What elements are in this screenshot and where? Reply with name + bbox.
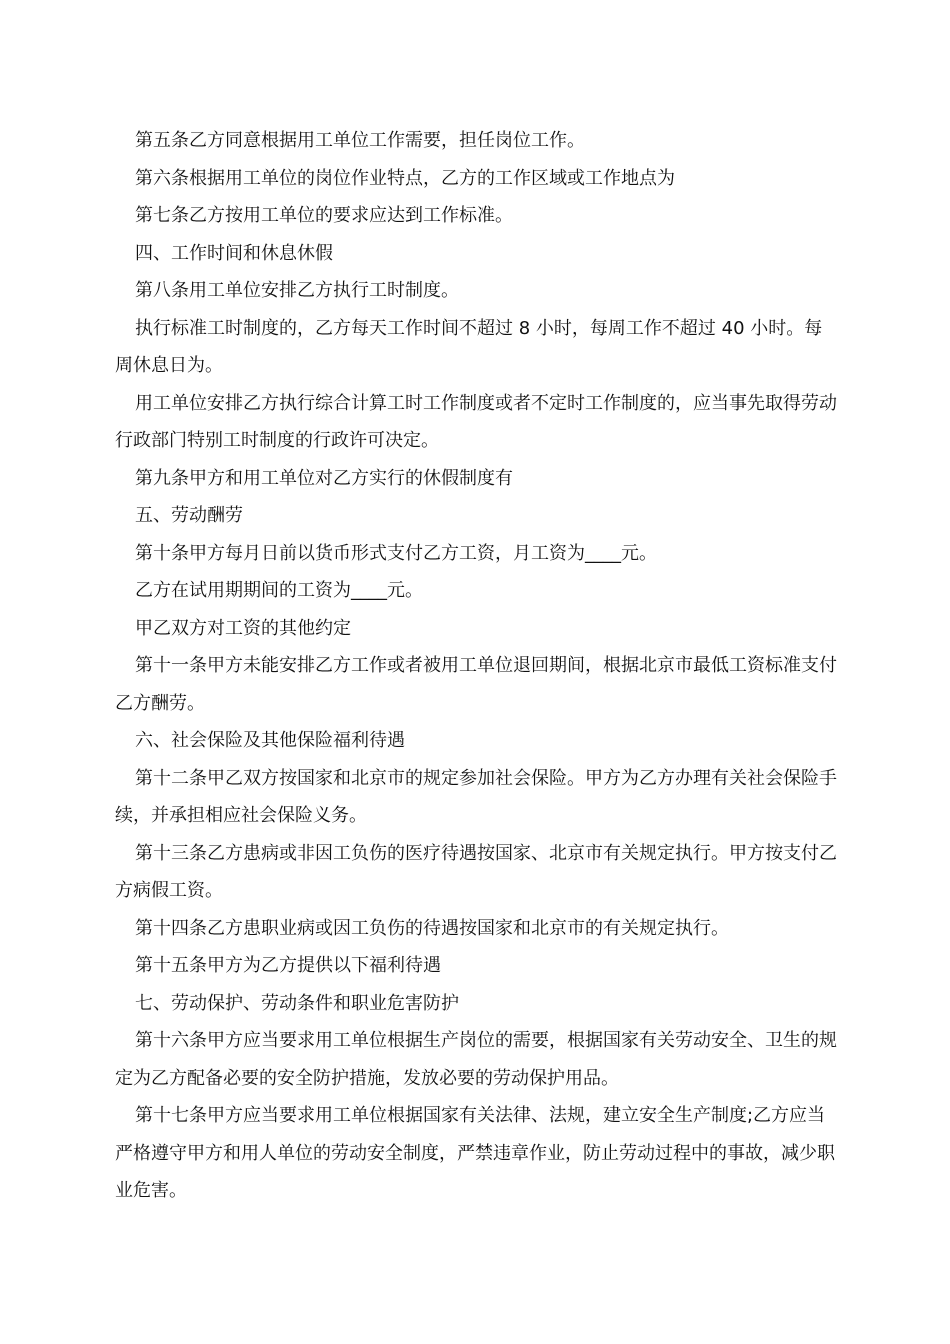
paragraph-article-17: 第十七条甲方应当要求用工单位根据国家有关法律、法规，建立安全生产制度;乙方应当严格遵守甲方和用人单位的劳动安全制度，严禁违章作业，防止劳动过程中的事故，减少职业危害。 [115,1105,835,1201]
section-heading-remuneration: 五、劳动酬劳 [135,505,243,526]
paragraph-other-wage-terms: 甲乙双方对工资的其他约定 [135,617,351,639]
paragraph-article-13: 第十三条乙方患病或非因工负伤的医疗待遇按国家、北京市有关规定执行。甲方按支付乙方病假工资。 [115,842,837,901]
paragraph-article-15: 第十五条甲方为乙方提供以下福利待遇 [135,955,441,976]
paragraph-article-7: 第七条乙方按用工单位的要求应达到工作标准。 [135,205,513,226]
paragraph-probation-wage: 乙方在试用期期间的工资为____元。 [135,580,423,601]
paragraph-article-12: 第十二条甲乙双方按国家和北京市的规定参加社会保险。甲方为乙方办理有关社会保险手续，并承担相应社会保险义务。 [115,767,837,826]
section-heading-labor-protection: 七、劳动保护、劳动条件和职业危害防护 [135,992,459,1014]
paragraph-article-16: 第十六条甲方应当要求用工单位根据生产岗位的需要，根据国家有关劳动安全、卫生的规定为乙方配备必要的安全防护措施，发放必要的劳动保护用品。 [115,1030,837,1089]
paragraph-article-6: 第六条根据用工单位的岗位作业特点，乙方的工作区域或工作地点为 [135,167,675,189]
paragraph-article-8: 第八条用工单位安排乙方执行工时制度。 [135,280,459,301]
paragraph-article-10: 第十条甲方每月日前以货币形式支付乙方工资，月工资为____元。 [135,542,657,564]
section-heading-work-hours: 四、工作时间和休息休假 [135,242,333,264]
paragraph-article-9: 第九条甲方和用工单位对乙方实行的休假制度有 [135,467,513,489]
paragraph-article-11: 第十一条甲方未能安排乙方工作或者被用工单位退回期间，根据北京市最低工资标准支付乙方酬劳。 [115,655,837,714]
paragraph-special-hours: 用工单位安排乙方执行综合计算工时工作制度或者不定时工作制度的，应当事先取得劳动行政部门特别工时制度的行政许可决定。 [115,392,837,451]
paragraph-standard-hours: 执行标准工时制度的，乙方每天工作时间不超过 8 小时，每周工作不超过 40 小时。每周休息日为。 [115,317,823,376]
paragraph-article-5: 第五条乙方同意根据用工单位工作需要，担任岗位工作。 [135,130,585,151]
section-heading-social-insurance: 六、社会保险及其他保险福利待遇 [135,730,405,751]
paragraph-article-14: 第十四条乙方患职业病或因工负伤的待遇按国家和北京市的有关规定执行。 [135,917,729,939]
document-body [115,122,837,1210]
